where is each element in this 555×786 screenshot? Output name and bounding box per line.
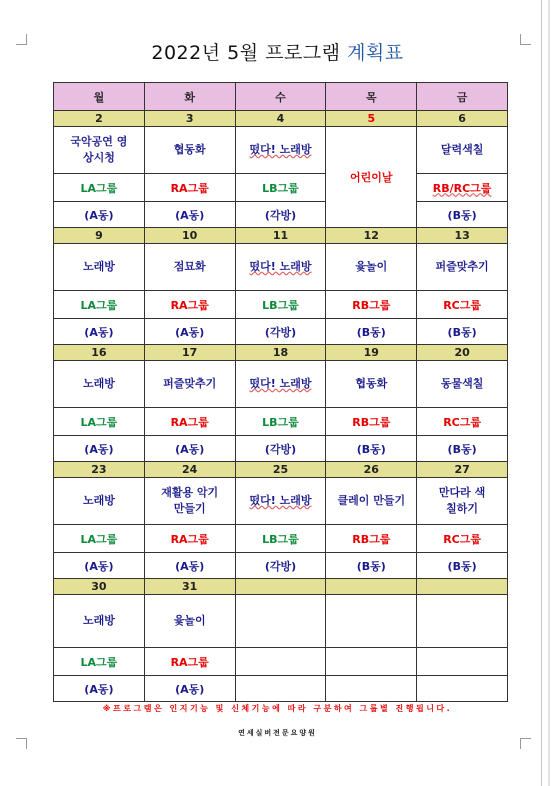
- location-cell: (각방): [235, 202, 326, 228]
- activity-cell: [144, 478, 235, 525]
- date-cell: 20: [417, 345, 508, 361]
- date-cell: 30: [54, 579, 145, 595]
- group-cell: RB그룹: [326, 291, 417, 319]
- empty-cell: [417, 648, 508, 676]
- activity-cell: [235, 478, 326, 525]
- empty-cell: [417, 595, 508, 648]
- group-cell: RA그룹: [144, 525, 235, 553]
- activity-label: 국악공연 영상시청: [70, 135, 128, 164]
- date-cell: 11: [235, 228, 326, 244]
- weekday-wed: 수: [235, 83, 326, 111]
- location-row: [54, 202, 508, 228]
- activity-cell: [54, 127, 145, 174]
- group-cell: RA그룹: [144, 291, 235, 319]
- date-cell-holiday: 5: [326, 111, 417, 127]
- date-cell: 17: [144, 345, 235, 361]
- location-cell: (각방): [235, 553, 326, 579]
- location-cell: (A동): [54, 436, 145, 462]
- activity-row: [54, 127, 508, 174]
- group-cell: RA그룹: [144, 174, 235, 202]
- holiday-cell: 어린이날: [326, 127, 417, 228]
- weekday-header-row: [54, 83, 508, 111]
- location-row: [54, 676, 508, 702]
- date-cell: 18: [235, 345, 326, 361]
- location-cell: (B동): [417, 436, 508, 462]
- activity-cell: [417, 478, 508, 525]
- date-cell: 12: [326, 228, 417, 244]
- location-row: [54, 436, 508, 462]
- location-cell: (B동): [326, 553, 417, 579]
- activity-row: [54, 595, 508, 648]
- location-cell: (B동): [326, 319, 417, 345]
- group-cell: [417, 174, 508, 202]
- group-cell: RB그룹: [326, 525, 417, 553]
- activity-cell: 퍼즐맞추기: [417, 244, 508, 291]
- date-cell: 19: [326, 345, 417, 361]
- title-accent: 계획표: [347, 42, 404, 64]
- group-row: [54, 291, 508, 319]
- location-cell: (A동): [144, 553, 235, 579]
- date-cell-empty: [235, 579, 326, 595]
- page-shadow: [548, 0, 550, 786]
- date-cell: 16: [54, 345, 145, 361]
- location-cell: (각방): [235, 436, 326, 462]
- date-cell: 3: [144, 111, 235, 127]
- group-cell: RA그룹: [144, 648, 235, 676]
- title-main: 2022년 5월 프로그램: [151, 42, 348, 64]
- activity-cell: 윷놀이: [326, 244, 417, 291]
- activity-label: 떴다! 노래방: [249, 377, 312, 390]
- date-cell-empty: [417, 579, 508, 595]
- activity-label: 떴다! 노래방: [249, 260, 312, 273]
- location-row: [54, 319, 508, 345]
- schedule-table: [53, 82, 508, 702]
- footer-org-name: 연세실버전문요양원: [238, 729, 317, 737]
- date-cell: 23: [54, 462, 145, 478]
- date-row: [54, 579, 508, 595]
- activity-cell: 윷놀이: [144, 595, 235, 648]
- activity-cell: 노래방: [54, 595, 145, 648]
- activity-row: [54, 361, 508, 408]
- group-row: [54, 648, 508, 676]
- date-cell: 6: [417, 111, 508, 127]
- date-cell: 24: [144, 462, 235, 478]
- page-title: [0, 38, 555, 65]
- group-cell: LA그룹: [54, 174, 145, 202]
- group-cell: RC그룹: [417, 525, 508, 553]
- activity-cell: 노래방: [54, 244, 145, 291]
- group-row: [54, 174, 508, 202]
- location-cell: (A동): [144, 202, 235, 228]
- location-cell: (A동): [54, 202, 145, 228]
- date-row: [54, 228, 508, 244]
- date-cell: 2: [54, 111, 145, 127]
- location-cell: (B동): [326, 436, 417, 462]
- date-cell: 10: [144, 228, 235, 244]
- location-cell: (B동): [417, 202, 508, 228]
- group-cell: LB그룹: [235, 525, 326, 553]
- weekday-mon: 월: [54, 83, 145, 111]
- empty-cell: [326, 676, 417, 702]
- activity-label: 떴다! 노래방: [249, 143, 312, 156]
- group-cell: LA그룹: [54, 408, 145, 436]
- empty-cell: [417, 676, 508, 702]
- date-cell: 9: [54, 228, 145, 244]
- activity-cell: [235, 244, 326, 291]
- location-cell: (B동): [417, 319, 508, 345]
- activity-row: [54, 244, 508, 291]
- location-cell: (A동): [54, 319, 145, 345]
- group-label: RB/RC그룹: [432, 181, 492, 195]
- group-cell: LB그룹: [235, 408, 326, 436]
- location-cell: (각방): [235, 319, 326, 345]
- date-row: [54, 345, 508, 361]
- date-cell: 31: [144, 579, 235, 595]
- group-cell: LA그룹: [54, 648, 145, 676]
- page-edge: [541, 0, 542, 786]
- activity-cell: 노래방: [54, 361, 145, 408]
- group-row: [54, 408, 508, 436]
- activity-cell: 퍼즐맞추기: [144, 361, 235, 408]
- date-cell: 27: [417, 462, 508, 478]
- date-row: [54, 111, 508, 127]
- date-cell: 26: [326, 462, 417, 478]
- date-row: [54, 462, 508, 478]
- activity-label: 재활용 악기 만들기: [161, 486, 219, 515]
- activity-label: 떴다! 노래방: [249, 494, 312, 507]
- activity-cell: 점묘화: [144, 244, 235, 291]
- activity-row: [54, 478, 508, 525]
- group-cell: RC그룹: [417, 408, 508, 436]
- weekday-fri: 금: [417, 83, 508, 111]
- empty-cell: [235, 595, 326, 648]
- group-cell: LB그룹: [235, 291, 326, 319]
- group-cell: LA그룹: [54, 525, 145, 553]
- location-cell: (A동): [144, 319, 235, 345]
- group-cell: LB그룹: [235, 174, 326, 202]
- activity-cell: 클레이 만들기: [326, 478, 417, 525]
- group-cell: RB그룹: [326, 408, 417, 436]
- activity-cell: [235, 361, 326, 408]
- date-cell-empty: [326, 579, 417, 595]
- margin-corner-bottom-right: [520, 738, 531, 749]
- date-cell: 13: [417, 228, 508, 244]
- activity-cell: 협동화: [326, 361, 417, 408]
- empty-cell: [235, 648, 326, 676]
- empty-cell: [235, 676, 326, 702]
- date-cell: 25: [235, 462, 326, 478]
- location-cell: (A동): [144, 676, 235, 702]
- activity-label: 만다라 색칠하기: [438, 486, 486, 515]
- empty-cell: [326, 648, 417, 676]
- weekday-tue: 화: [144, 83, 235, 111]
- group-row: [54, 525, 508, 553]
- margin-corner-bottom-left: [16, 738, 27, 749]
- activity-cell: 달력색칠: [417, 127, 508, 174]
- location-cell: (A동): [54, 676, 145, 702]
- weekday-thu: 목: [326, 83, 417, 111]
- empty-cell: [326, 595, 417, 648]
- activity-cell: 노래방: [54, 478, 145, 525]
- location-row: [54, 553, 508, 579]
- location-cell: (A동): [144, 436, 235, 462]
- group-cell: RA그룹: [144, 408, 235, 436]
- group-cell: LA그룹: [54, 291, 145, 319]
- activity-cell: [235, 127, 326, 174]
- location-cell: (A동): [54, 553, 145, 579]
- program-note: ※프로그램은 인지기능 및 신체기능에 따라 구분하여 그룹별 진행됩니다.: [102, 704, 453, 713]
- date-cell: 4: [235, 111, 326, 127]
- location-cell: (B동): [417, 553, 508, 579]
- group-cell: RC그룹: [417, 291, 508, 319]
- activity-cell: 동물색칠: [417, 361, 508, 408]
- activity-cell: 협동화: [144, 127, 235, 174]
